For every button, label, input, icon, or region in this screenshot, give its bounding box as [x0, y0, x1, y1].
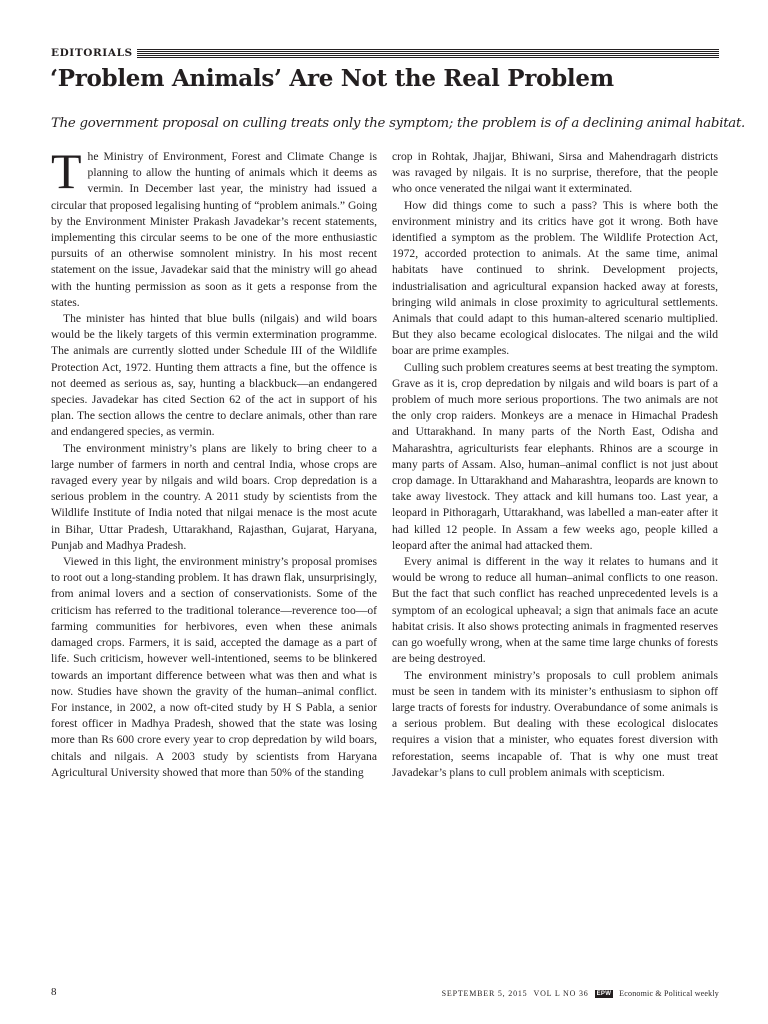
section-label: EDITORIALS	[51, 47, 133, 59]
article-column-left	[51, 143, 377, 781]
paragraph: The minister has hinted that blue bulls (nilgais) and wild boars would be the likely targets of this vermin extermination programme. The animals are currently slotted under Schedule III of the Wildlife Protection Act, 1972. Hunting them attracts a fine, but the offence is not deemed as serious as, say, hunting a blackbuck—an endangered species. Javadekar has cited Section 62 of the act in support of his plan. The section allows the centre to declare animals, other than rare and endangered species, as vermin.	[51, 312, 377, 439]
article-column-right	[392, 149, 718, 781]
paragraph: he Ministry of Environment, Forest and Climate Change is planning to allow the hunting of animals which it deems as vermin. In December last year, the ministry had issued a circular that proposed legalising hunting of “problem animals.” Going by the Environment Minister Prakash Javadekar’s recent statements, implementing this circular seems to be one of the more enthusiastic pursuits of an otherwise somnolent ministry. In his most recent statement on the issue, Javadekar said that the ministry will go ahead with the hunting permission as soon as it gets a response from the states.	[51, 150, 377, 309]
drop-cap: T	[51, 143, 82, 199]
section-rule-lines	[137, 49, 719, 58]
journal-name: Economic & Political weekly	[619, 989, 719, 998]
paragraph: The environment ministry’s proposals to cull problem animals must be seen in tandem with its minister’s enthusiasm to siphon off large tracts of forests for industry. Overabundance of some animals is a serious problem. But dealing with these ecological dislocates requires a vision that a minister, who equates forest diversion with reforestation, seems incapable of. That is why one must treat Javadekar’s plans to cull problem animals with scepticism.	[392, 668, 718, 779]
paragraph: crop in Rohtak, Jhajjar, Bhiwani, Sirsa and Mahendragarh districts was ravaged by nilgais. It is no surprise, therefore, that the people who once venerated the nilgai want it exterminated.	[392, 150, 718, 196]
issue-volume: VOL L NO 36	[533, 989, 589, 998]
paragraph: Viewed in this light, the environment ministry’s proposal promises to root out a long-standing problem. It has drawn flak, unsurprisingly, from animal lovers and a section of conservationists. Some of the criticism has referred to the traditional tolerance—reverence too—of farming communities for herbivores, even when these animals damaged crops. Farmers, it is said, accepted the damage as a part of life. Such criticism, however well-intentioned, seems to be blinkered towards an important difference between what was then and what is now. Studies have shown the gravity of the human–animal conflict. For instance, in 2002, a now oft-cited study by H S Pabla, a senior forest officer in Madhya Pradesh, showed that the state was losing more than Rs 600 crore every year to crop depredation by wild boars, chitals and nilgais. A 2003 study by scientists from Haryana Agricultural University showed that more than 50% of the standing	[51, 555, 377, 779]
page-number: 8	[51, 986, 57, 998]
paragraph: How did things come to such a pass? This is where both the environment ministry and its critics have got it wrong. Both have identified a symptom as the problem. The Wildlife Protection Act, 1972, accorded protection to animals. At the same time, animal habitats have continued to shrink. Development projects, industrialisation and agricultural expansion hacked away at forests, bringing wild animals in close proximity to agricultural settlements. Animals that could adapt to this human-altered scenario multiplied. But they also became ecological dislocates. The nilgai and the wild boar are prime examples.	[392, 198, 718, 358]
epw-logo: EPW	[596, 990, 612, 997]
article-title: ‘Problem Animals’ Are Not the Real Problem	[50, 65, 614, 92]
page-footer	[442, 989, 719, 998]
section-header	[51, 47, 719, 59]
paragraph: The environment ministry’s plans are likely to bring cheer to a large number of farmers in north and central India, whose crops are ravaged every year by nilgais and wild boars. Crop depredation is a serious problem in the country. A 2011 study by scientists from the Wildlife Institute of India noted that nilgai menace is the most acute in Bihar, Uttar Pradesh, Uttarakhand, Rajasthan, Gujarat, Haryana, Punjab and Madhya Pradesh.	[51, 441, 377, 552]
paragraph: Every animal is different in the way it relates to humans and it would be wrong to reduce all human–animal conflicts to one reason. But the fact that such conflict has reached unprecedented levels is a symptom of an ecological upheaval; a sign that animals face an acute habitat crisis. It also shows protecting animals in fragmented reserves can go woefully wrong, when at the same time large chunks of forests are being destroyed.	[392, 555, 718, 666]
issue-date: SEPTEMBER 5, 2015	[441, 989, 528, 998]
article-deck: The government proposal on culling treats only the symptom; the problem is of a declining animal habitat.	[51, 116, 746, 131]
paragraph: Culling such problem creatures seems at best treating the symptom. Grave as it is, crop depredation by nilgais and wild boars is part of a problem of much more serious proportions. The two animals are not the only crop raiders. Monkeys are a menace in Himachal Pradesh and Uttarakhand. In many parts of the North East, Odisha and Maharashtra, agriculturists fear elephants. Rhinos are a scourge in many parts of Assam. Also, human–animal conflict is not just about crop damage. In Uttarakhand and Maharashtra, leopards are known to take away livestock. They attack and kill humans too. Last year, a leopard in Pithoragarh, Uttarakhand, was labelled a man-eater after it had killed 12 people. In Assam a few weeks ago, people killed a leopard after the animal had attacked them.	[392, 360, 718, 552]
